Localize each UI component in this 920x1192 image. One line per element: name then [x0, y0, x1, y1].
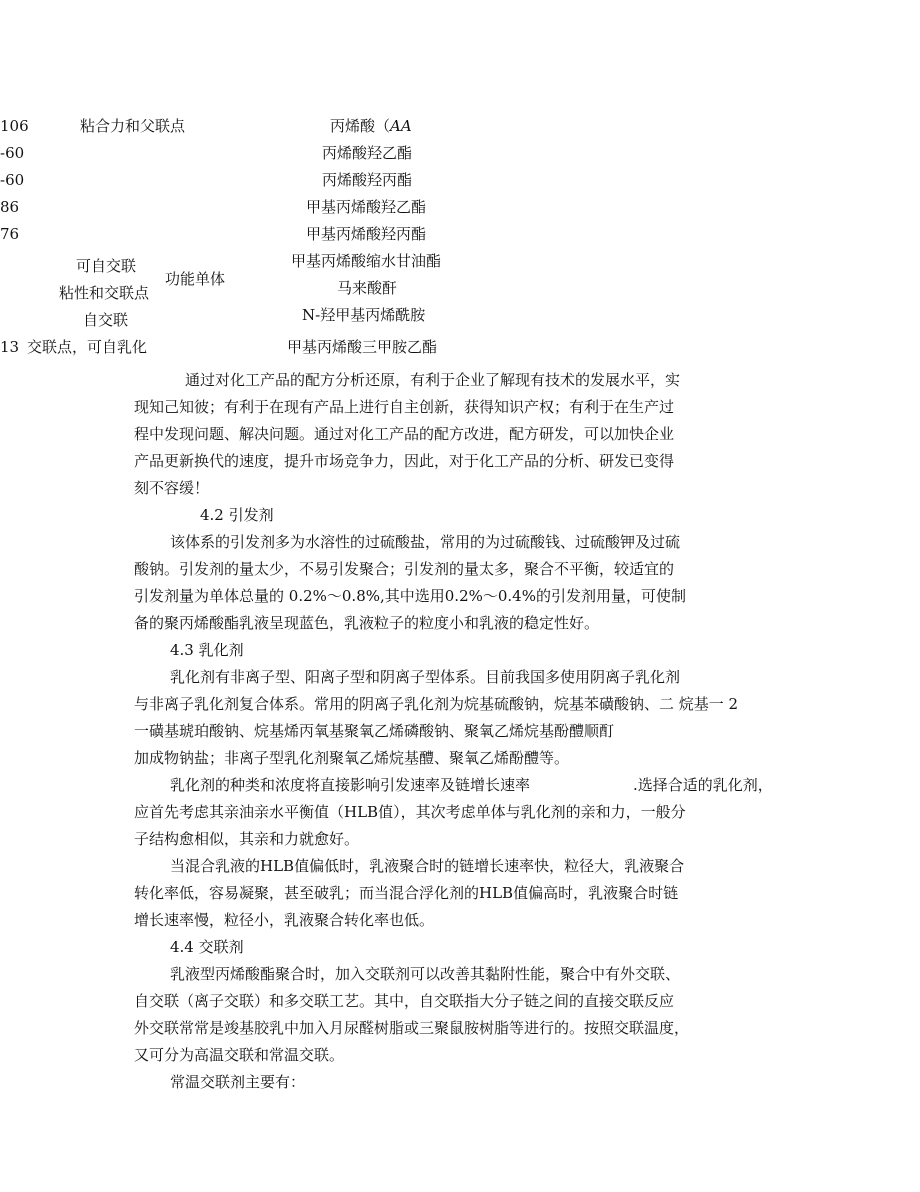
paragraph-line: 通过对化工产品的配方分析还原，有利于企业了解现有技术的发展水平，实	[185, 371, 681, 389]
paragraph-line: 程中发现问题、解决问题。通过对化工产品的配方改进，配方研发，可以加快企业	[134, 425, 675, 443]
table-cell-func: 自交联	[83, 311, 129, 329]
paragraph-line: 现知己知彼；有利于在现有产品上进行自主创新，获得知识产权；有利于在生产过	[134, 398, 675, 416]
paragraph-line: 加成物钠盐；非离子型乳化剂聚氧乙烯烷基醴、聚氧乙烯酚醴等。	[134, 749, 570, 767]
table-cell-num: -60	[0, 144, 25, 162]
paragraph-line: 乳化剂的种类和浓度将直接影响引发速率及链增长速率	[170, 776, 531, 794]
paragraph-line: 应首先考虑其亲油亲水平衡值（HLB值），其次考虑单体与乳化剂的亲和力，一般分	[134, 803, 686, 821]
paragraph-line: 该体系的引发剂多为水溶性的过硫酸盐，常用的为过硫酸钱、过硫酸钾及过硫	[170, 533, 681, 551]
table-cell-monomer: 甲基丙烯酸羟丙酯	[306, 225, 427, 243]
paragraph-line: 乳化剂有非离子型、阳离子型和阴离子型体系。目前我国多使用阴离子乳化剂	[170, 668, 681, 686]
paragraph-line: 常温交联剂主要有：	[170, 1073, 306, 1091]
table-cell-func: 粘性和交联点	[59, 284, 150, 302]
table-cell-num: -60	[0, 171, 25, 189]
paragraph-line: 转化率低，容易凝聚，甚至破乳；而当混合浮化剂的HLB值偏高时，乳液聚合时链	[134, 884, 679, 902]
paragraph-line: 当混合乳液的HLB值偏低时，乳液聚合时的链增长速率快，粒径大，乳液聚合	[170, 857, 685, 875]
section-heading: 4.3 乳化剂	[170, 641, 244, 659]
paragraph-line: 酸钠。引发剂的量太少，不易引发聚合；引发剂的量太多，聚合不平衡，较适宜的	[134, 560, 675, 578]
table-cell-func: 交联点，可自乳化	[27, 338, 148, 356]
paragraph-line: 与非离子乳化剂复合体系。常用的阴离子乳化剂为烷基硫酸钠，烷基苯磺酸钠、二 烷基一 2	[134, 695, 739, 713]
paragraph-line: 子结构愈相似，其亲和力就愈好。	[134, 830, 360, 848]
table-cell-monomer: N-羟甲基丙烯酰胺	[302, 306, 426, 324]
paragraph-line: 自交联（离子交联）和多交联工艺。其中，自交联指大分子链之间的直接交联反应	[134, 992, 675, 1010]
table-cell-monomer: 丙烯酸（AA	[330, 117, 412, 135]
table-cell-func: 可自交联	[76, 257, 137, 275]
table-group-label: 功能单体	[165, 270, 226, 288]
paragraph-line: 引发剂量为单体总量的 0.2%〜0.8%,其中选用0.2%〜0.4%的引发剂用量，可使制	[134, 587, 686, 605]
section-heading: 4.2 引发剂	[200, 506, 274, 524]
paragraph-line: 一磺基琥珀酸钠、烷基烯丙氧基聚氧乙烯磷酸钠、聚氧乙烯烷基酚醴顺酊	[134, 722, 615, 740]
table-cell-monomer: 甲基丙烯酸三甲胺乙酯	[287, 338, 438, 356]
table-cell-monomer: 甲基丙烯酸羟乙酯	[306, 198, 427, 216]
paragraph-line-tail: .选择合适的乳化剂，	[633, 776, 773, 794]
table-cell-num: 86	[0, 198, 20, 216]
paragraph-line: 刻不容缓！	[134, 479, 210, 497]
paragraph-line: 增长速率慢，粒径小，乳液聚合转化率也低。	[134, 911, 435, 929]
paragraph-line: 外交联常常是竣基胶乳中加入月尿醛树脂或三聚鼠胺树脂等进行的。按照交联温度，	[134, 1019, 690, 1037]
table-cell-func: 粘合力和父联点	[80, 117, 186, 135]
table-cell-monomer: 甲基丙烯酸缩水甘油酯	[291, 252, 442, 270]
table-cell-monomer: 丙烯酸羟乙酯	[322, 144, 413, 162]
paragraph-line: 备的聚丙烯酸酯乳液呈现蓝色，乳液粒子的粒度小和乳液的稳定性好。	[134, 614, 600, 632]
section-heading: 4.4 交联剂	[170, 938, 244, 956]
table-cell-num: 13	[0, 338, 20, 356]
table-cell-monomer: 马来酸酐	[337, 279, 398, 297]
table-cell-num: 106	[0, 117, 29, 135]
paragraph-line: 又可分为高温交联和常温交联。	[134, 1046, 345, 1064]
table-cell-monomer: 丙烯酸羟丙酯	[322, 171, 413, 189]
paragraph-line: 乳液型丙烯酸酯聚合时，加入交联剂可以改善其黏附性能，聚合中有外交联、	[170, 965, 681, 983]
table-cell-num: 76	[0, 225, 20, 243]
paragraph-line: 产品更新换代的速度，提升市场竞争力，因此，对于化工产品的分析、研发已变得	[134, 452, 675, 470]
